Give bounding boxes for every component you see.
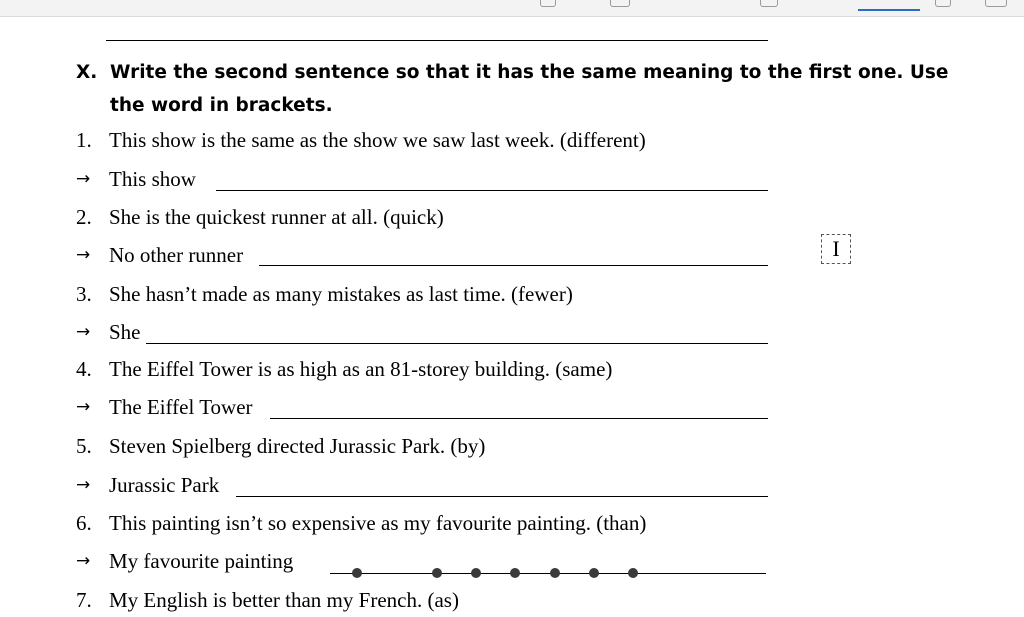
question-text: She hasn’t made as many mistakes as last time. (fewer) [109, 282, 573, 306]
answer-blank[interactable] [236, 496, 768, 497]
handwriting-dot [628, 568, 638, 578]
toolbar-icon[interactable] [935, 0, 951, 7]
top-rule [106, 40, 768, 41]
answer-start: This show [109, 167, 196, 191]
question-text: The Eiffel Tower is as high as an 81-storey building. (same) [109, 357, 613, 381]
question-text: She is the quickest runner at all. (quick) [109, 205, 444, 229]
question-number: 4. [76, 357, 92, 381]
handwriting-dot [352, 568, 362, 578]
active-tool-indicator [858, 9, 920, 11]
question-number: 7. [76, 588, 92, 612]
toolbar-icon[interactable] [540, 0, 556, 7]
handwriting-dot [471, 568, 481, 578]
handwriting-dot [432, 568, 442, 578]
toolbar-icon[interactable] [985, 0, 1007, 7]
answer-start: The Eiffel Tower [109, 395, 253, 419]
question-number: 1. [76, 128, 92, 152]
question-text: This painting isn’t so expensive as my favourite painting. (than) [109, 511, 647, 535]
question-number: 2. [76, 205, 92, 229]
arrow-icon: → [76, 169, 91, 189]
handwriting-dot [589, 568, 599, 578]
question-text: This show is the same as the show we saw last week. (different) [109, 128, 646, 152]
toolbar-icon[interactable] [760, 0, 778, 7]
arrow-icon: → [76, 475, 91, 495]
arrow-icon: → [76, 551, 91, 571]
toolbar-icon[interactable] [610, 0, 630, 7]
toolbar-strip [0, 0, 1024, 17]
exercise-number: X. [76, 62, 98, 83]
question-text: My English is better than my French. (as) [109, 588, 459, 612]
answer-start: She [109, 320, 141, 344]
exercise-instruction: Write the second sentence so that it has the same meaning to the first one. Use the word in brackets. [110, 62, 949, 116]
answer-start: My favourite painting [109, 549, 294, 573]
text-cursor-icon: I [821, 234, 851, 264]
arrow-icon: → [76, 322, 91, 342]
question-text: Steven Spielberg directed Jurassic Park. (by) [109, 434, 486, 458]
question-number: 3. [76, 282, 92, 306]
question-number: 5. [76, 434, 92, 458]
exercise-heading [76, 56, 986, 122]
handwriting-dot [510, 568, 520, 578]
handwriting-dot [550, 568, 560, 578]
arrow-icon: → [76, 245, 91, 265]
arrow-icon: → [76, 397, 91, 417]
answer-start: No other runner [109, 243, 244, 267]
answer-blank[interactable] [216, 190, 768, 191]
question-number: 6. [76, 511, 92, 535]
answer-start: Jurassic Park [109, 473, 220, 497]
answer-blank[interactable] [330, 573, 766, 574]
answer-blank[interactable] [146, 343, 768, 344]
answer-blank[interactable] [270, 418, 768, 419]
answer-blank[interactable] [259, 265, 768, 266]
